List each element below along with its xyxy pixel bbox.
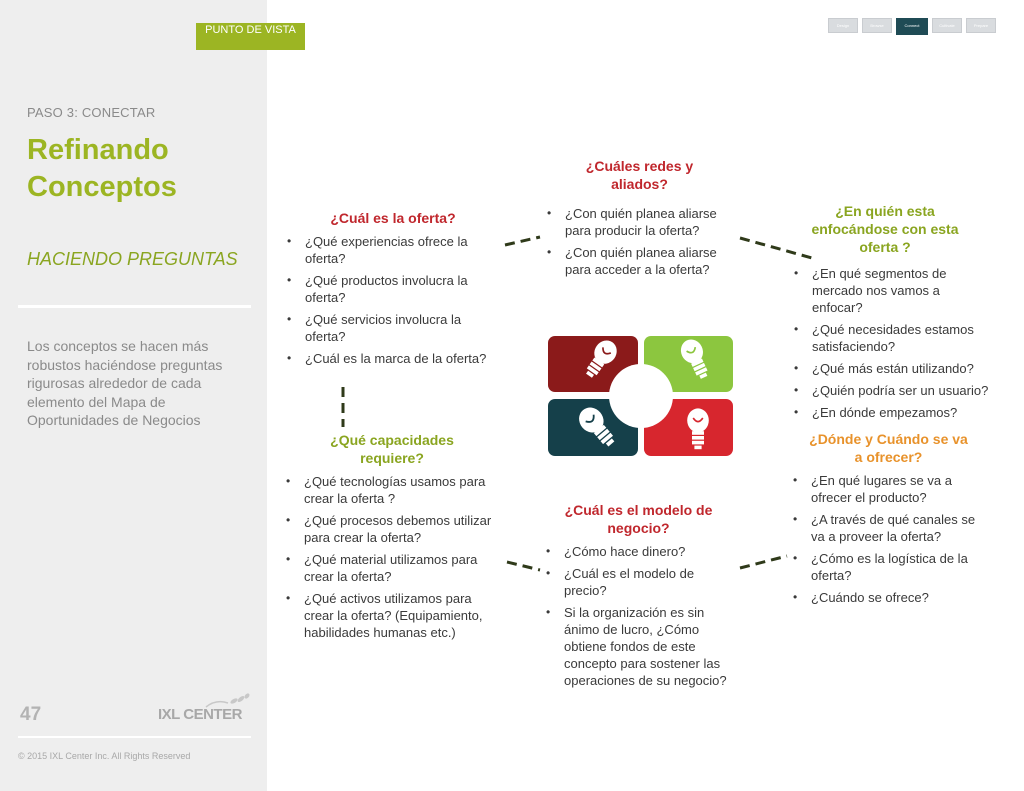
nav-step-2[interactable]: Browse [862,18,892,33]
copyright: © 2015 IXL Center Inc. All Rights Reserved [18,751,191,761]
point-of-view-badge: PUNTO DE VISTA [196,23,305,50]
list-item: • ¿Qué tecnologías usamos para crear la oferta ? [286,473,498,507]
step-navigation [828,18,996,35]
question-model-title: ¿Cuál es el modelo de negocio? [564,502,713,536]
list-item: • Si la organización es sin ánimo de lucro, ¿Cómo obtiene fondos de este concepto para sostener las operaciones de su negocio? [546,604,731,689]
question-offer-title: ¿Cuál es la oferta? [330,210,456,226]
list-item: • ¿En qué segmentos de mercado nos vamos a enfocar? [794,265,990,316]
footer-divider [18,736,251,738]
lightbulb-grid-graphic [548,336,733,456]
step-label: PASO 3: CONECTAR [27,105,156,120]
question-where-title: ¿Dónde y Cuándo se va a ofrecer? [809,431,968,465]
sidebar-divider [18,305,251,308]
sidebar [0,0,267,791]
page-subtitle: HACIENDO PREGUNTAS [27,249,238,269]
nav-step-4[interactable]: Cultivate [932,18,962,33]
list-item: • ¿Qué necesidades estamos satisfaciendo? [794,321,990,355]
list-item: • ¿Cuál es la marca de la oferta? [287,350,499,367]
list-item: • ¿Con quién planea aliarse para producir la oferta? [547,205,732,239]
question-capabilities [286,431,498,646]
list-item: • ¿Qué procesos debemos utilizar para crear la oferta? [286,512,498,546]
company-logo: IXL CENTER [158,706,242,723]
list-item: • ¿Cómo es la logística de la oferta? [793,550,990,584]
list-item: • ¿Qué productos involucra la oferta? [287,272,499,306]
connector-model-where [740,556,787,568]
question-target [794,202,990,426]
list-item: • ¿Qué más están utilizando? [794,360,990,377]
list-item: • ¿Qué experiencias ofrece la oferta? [287,233,499,267]
nav-step-1[interactable]: Design [828,18,858,33]
list-item: • ¿En qué lugares se va a ofrecer el producto? [793,472,990,506]
list-item: • ¿Qué material utilizamos para crear la oferta? [286,551,498,585]
sidebar-description: Los conceptos se hacen más robustos haciéndose preguntas rigurosas alrededor de cada elemento del Mapa de Oportunidades de Negocios [27,338,223,429]
list-item: • ¿Qué activos utilizamos para crear la oferta? (Equipamiento, habilidades humanas etc.) [286,590,498,641]
connector-offer-networks [505,237,540,245]
question-networks-title: ¿Cuáles redes y aliados? [585,158,694,192]
nav-step-3[interactable]: Connect [896,18,928,35]
question-model [546,501,731,694]
question-offer [287,209,499,372]
question-target-title: ¿En quién esta enfocándose con esta oferta ? [811,203,959,255]
question-capabilities-title: ¿Qué capacidades requiere? [330,432,454,466]
question-networks [547,157,732,283]
center-circle [609,364,673,428]
page-title: Refinando Conceptos [27,134,177,203]
list-item: • ¿En dónde empezamos? [794,404,990,421]
list-item: • ¿A través de qué canales se va a proveer la oferta? [793,511,990,545]
list-item: • ¿Quién podría ser un usuario? [794,382,990,399]
list-item: • ¿Con quién planea aliarse para acceder a la oferta? [547,244,732,278]
list-item: • ¿Cuándo se ofrece? [793,589,990,606]
nav-step-5[interactable]: Prepare [966,18,996,33]
list-item: • ¿Cómo hace dinero? [546,543,731,560]
list-item: • ¿Cuál es el modelo de precio? [546,565,731,599]
connector-capabilities-model [507,562,540,570]
list-item: • ¿Qué servicios involucra la oferta? [287,311,499,345]
question-where [793,430,990,611]
page-number: 47 [20,704,42,725]
